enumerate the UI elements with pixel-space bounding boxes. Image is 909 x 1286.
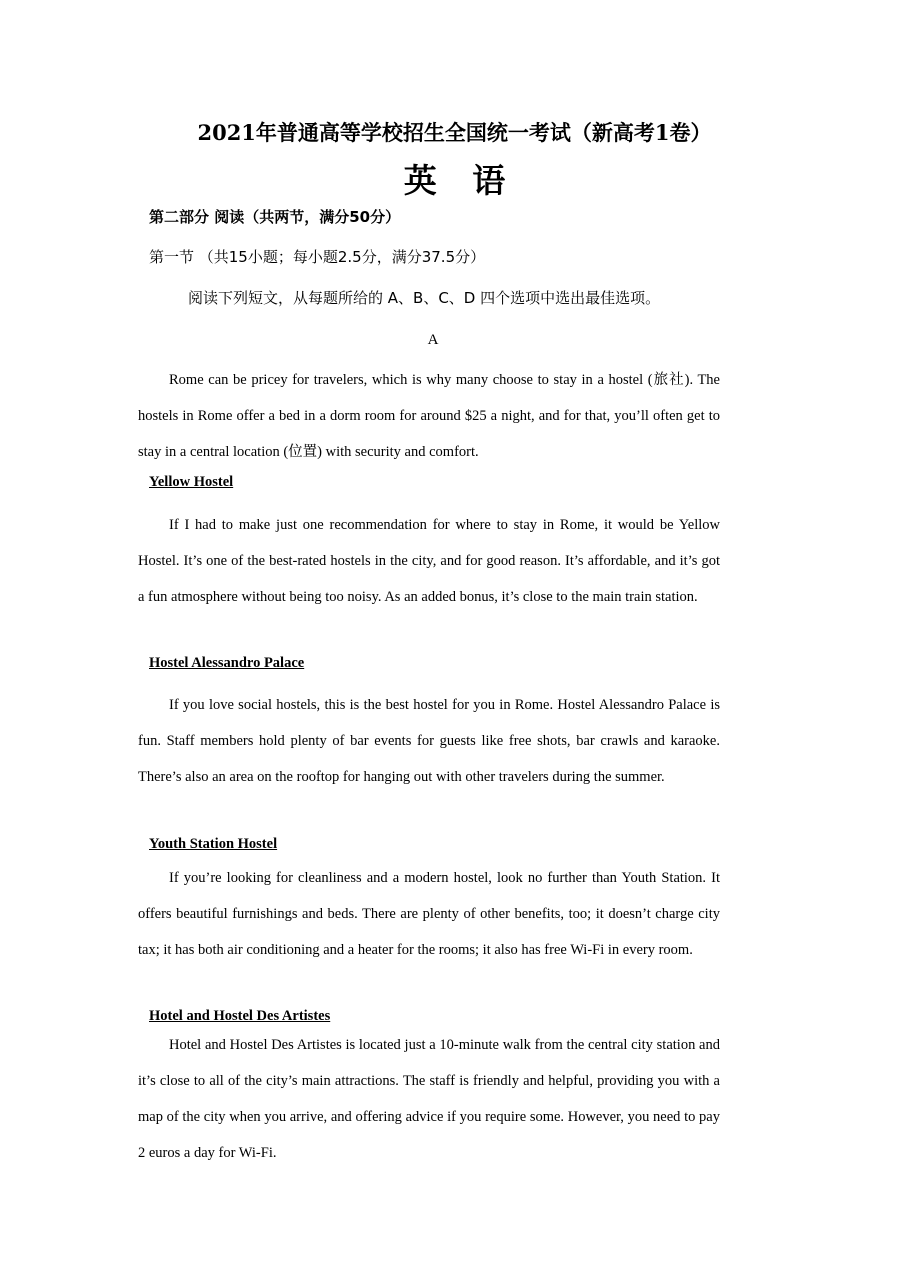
hostel-name-alessandro: Hostel Alessandro Palace — [149, 655, 305, 671]
passage-intro: Rome can be pricey for travelers, which is why many choose to stay in a hostel (旅社). The hostels in Rome offer a bed in a dorm room for around $25 a night, and for that, you’ll often get to stay in a central location (位置) with security and comfort. — [138, 372, 720, 460]
hostel-description-yellow: If I had to make just one recommendation for where to stay in Rome, it would be Yellow Hostel. It’s one of the best-rated hostels in the city, and for good reason. It’s affordable, and it’s got a fun atmosphere without being too noisy. As an added bonus, it’s close to the main train station. — [138, 517, 720, 605]
hostel-description-youth-station: If you’re looking for cleanliness and a modern hostel, look no further than Youth Station. It offers beautiful furnishings and beds. There are plenty of other benefits, too; it doesn’t charge city tax; it has both air conditioning and a heater for the rooms; it also has free Wi-Fi in every room. — [138, 870, 720, 958]
subject-title: 英 语 — [403, 161, 518, 200]
hostel-description-des-artistes: Hotel and Hostel Des Artistes is located just a 10-minute walk from the central city station and it’s close to all of the city’s main attractions. The staff is friendly and helpful, providing you with a map of the city when you arrive, and offering advice if you require some. However, you need to pay 2 euros a day for Wi-Fi. — [138, 1037, 720, 1161]
passage-letter: A — [427, 332, 439, 348]
exam-title: 2021年普通高等学校招生全国统一考试（新高考1卷） — [197, 120, 712, 145]
hostel-description-alessandro: If you love social hostels, this is the best hostel for you in Rome. Hostel Alessandro Palace is fun. Staff members hold plenty of bar events for guests like free shots, bar crawls and karaoke. There’s also an area on the rooftop for hanging out with other travelers during the summer. — [138, 697, 720, 785]
section-instructions: 阅读下列短文，从每题所给的 A、B、C、D 四个选项中选出最佳选项。 — [188, 289, 661, 307]
hostel-name-des-artistes: Hotel and Hostel Des Artistes — [149, 1008, 331, 1024]
section-heading: 第一节 （共15小题；每小题2.5分，满分37.5分） — [149, 248, 486, 266]
hostel-name-youth-station: Youth Station Hostel — [149, 836, 278, 852]
part-heading: 第二部分 阅读（共两节，满分50分） — [149, 208, 401, 226]
hostel-name-yellow: Yellow Hostel — [149, 474, 234, 490]
